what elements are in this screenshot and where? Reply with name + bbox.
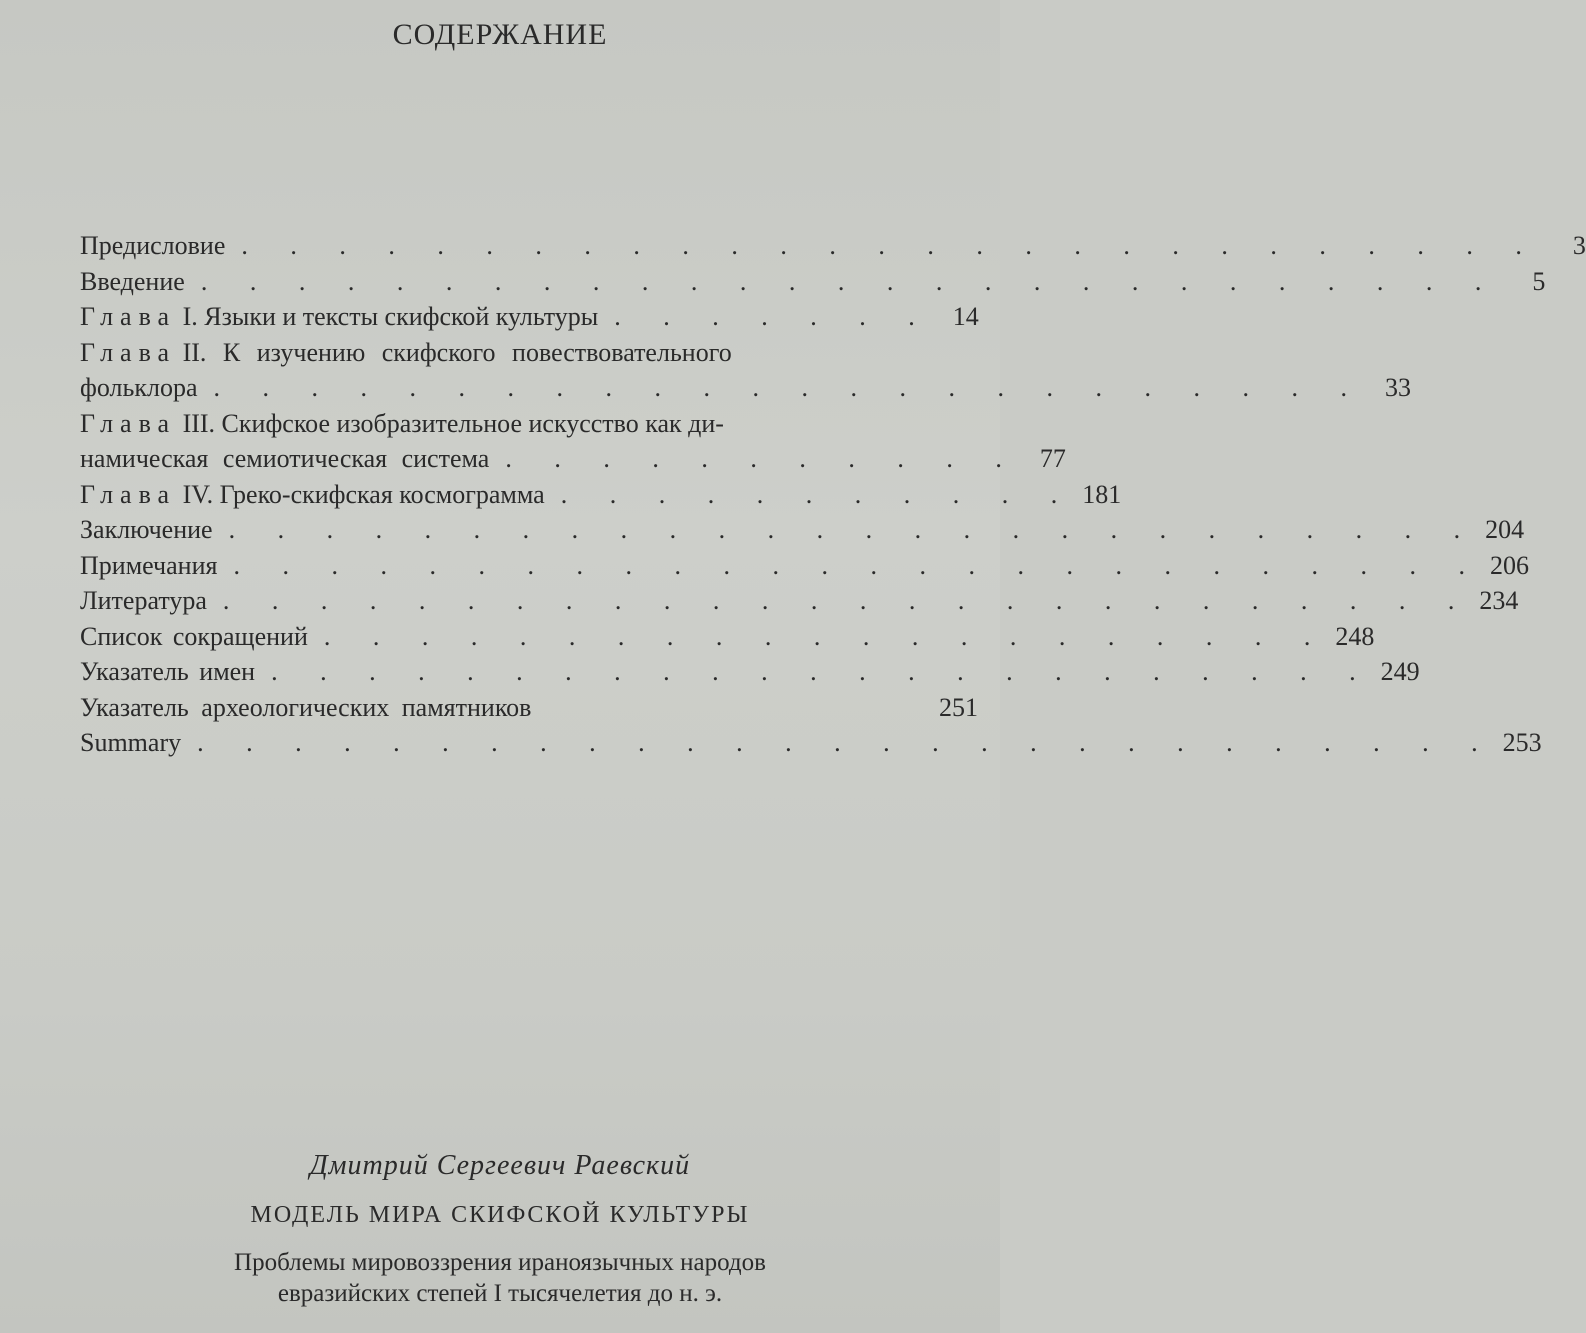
toc-entry-title: Указатель археологических памятников [80,692,532,722]
table-of-contents [80,228,1586,761]
toc-page-number: 3 [1572,231,1586,260]
toc-page-number: 77 [1039,444,1066,473]
toc-entry-continuation [80,441,1066,477]
toc-entry-title: Summary [80,728,182,757]
toc-page-number: 253 [1502,728,1542,757]
chapter-title: IV. Греко-скифская космограмма [182,479,545,509]
toc-entry-continuation [80,370,1411,406]
toc-page-number: 14 [952,302,979,331]
leader-dots: . . . . . . . . . . . . . . . . . . . . . . . . . . [228,515,1479,544]
toc-entry-title: Указатель имен [80,657,256,686]
toc-page-number: 251 [939,692,978,722]
toc-entry-title: Введение [80,266,185,296]
toc-entry [80,690,978,726]
toc-entry-title-cont: намическая семиотическая система [80,444,490,473]
toc-entry [80,619,1375,655]
toc-page-number: 204 [1485,515,1525,544]
chapter-title: II. К изучению скифского повествовательного [182,337,732,367]
leader-dots: . . . . . . . . . . . . . . . . . . . . . . . . [213,373,1365,402]
leader-dots: . . . . . . . . . . . . . . . . . . . . . . . . . . . [200,266,1500,296]
toc-entry-title: Примечания [80,550,218,580]
toc-entry-title: Литература [80,586,207,615]
toc-entry-title [80,335,732,371]
chapter-label: Глава [80,408,177,438]
toc-entry-title [80,299,598,335]
toc-entry [80,548,1529,584]
chapter-label: Глава [80,337,177,367]
page-title: СОДЕРЖАНИЕ [392,18,608,51]
leader-dots: . . . . . . . . . . . . . . . . . . . . . . . . . . . [197,728,1496,757]
toc-entry [80,299,978,335]
author-name: Дмитрий Сергеевич Раевский [309,1150,691,1181]
leader-dots: . . . . . . . . . . . . . . . . . . . . . . . . . . [222,586,1473,615]
leader-dots: . . . . . . . . . . . [560,479,1076,509]
toc-page-number: 33 [1384,373,1411,402]
toc-entry [80,725,1542,761]
leader-dots: . . . . . . . [614,302,933,331]
book-title: МОДЕЛЬ МИРА СКИФСКОЙ КУЛЬТУРЫ [250,1202,750,1228]
toc-entry [80,264,1546,300]
leader-dots: . . . . . . . . . . . . . . . . . . . . . . . . . . . [241,231,1540,260]
toc-entry [80,512,1525,548]
toc-page-number: 234 [1479,586,1519,615]
toc-page-number: 248 [1335,621,1375,651]
colophon [0,1150,1000,1309]
leader-dots: . . . . . . . . . . . [505,444,1020,473]
toc-page-number: 5 [1532,266,1546,296]
leader-dots: . . . . . . . . . . . . . . . . . . . . . . . [271,657,1374,686]
leader-dots: . . . . . . . . . . . . . . . . . . . . . . . . . . [233,550,1483,580]
chapter-label: Глава [80,479,177,509]
toc-page-number: 181 [1082,479,1122,509]
toc-page-number: 206 [1489,550,1529,580]
toc-entry [80,477,1122,513]
chapter-title: I. Языки и тексты скифской культуры [182,302,599,331]
toc-entry-title [80,477,545,513]
toc-entry-title: Предисловие [80,231,226,260]
toc-entry-title: Заключение [80,515,213,544]
subtitle-line: евразийских степей I тысячелетия до н. э. [277,1280,723,1307]
toc-entry-title-cont: фольклора [80,373,198,402]
chapter-title: III. Скифское изобразительное искусство как ди- [182,408,724,438]
toc-entry-title: Список сокращений [80,621,308,651]
toc-entry [80,406,978,442]
chapter-label: Глава [80,302,177,331]
toc-entry-title [80,406,724,442]
leader-dots: . . . . . . . . . . . . . . . . . . . . . [323,621,1329,651]
toc-entry [80,228,1586,264]
toc-entry [80,335,978,371]
toc-page-number: 249 [1380,657,1420,686]
subtitle-line: Проблемы мировоззрения ираноязычных народов [234,1249,766,1276]
book-subtitle [0,1247,1000,1309]
toc-entry [80,654,1420,690]
toc-entry [80,583,1519,619]
